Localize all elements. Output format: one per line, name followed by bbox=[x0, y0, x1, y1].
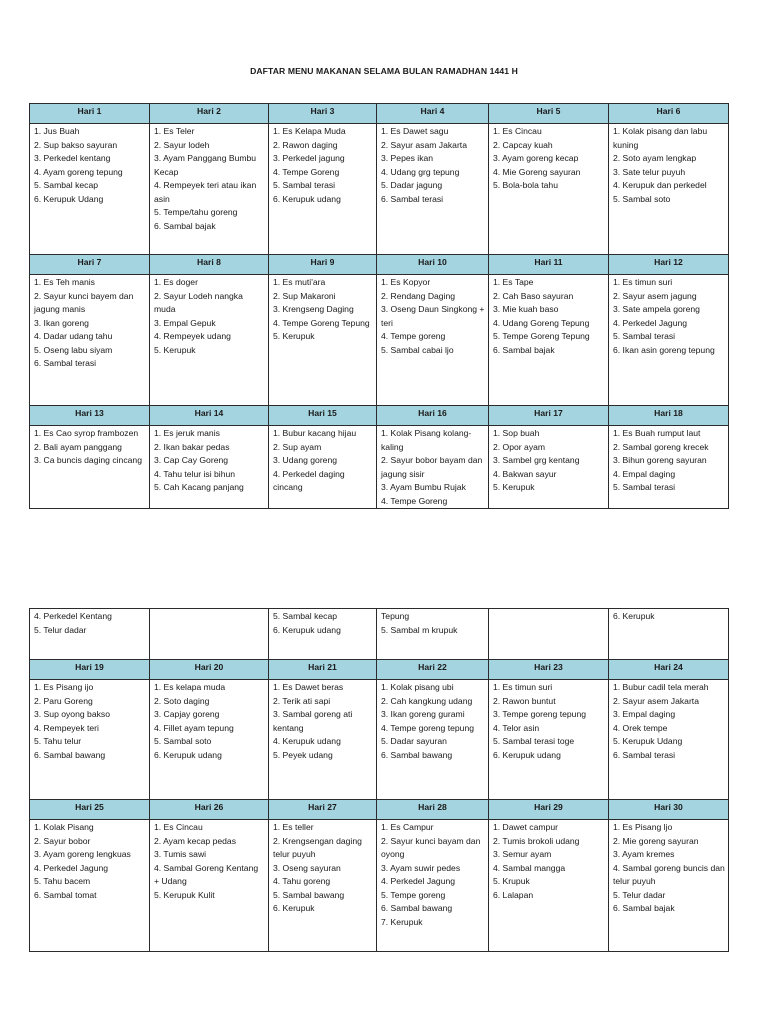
menu-item: 4. Udang grg tepung bbox=[381, 166, 460, 177]
menu-item: 6. Kerupuk udang bbox=[273, 624, 341, 635]
menu-item: 2. Sayur Lodeh nangka muda bbox=[154, 290, 243, 314]
menu-item: 3. Sate telur puyuh bbox=[613, 166, 686, 177]
menu-item: 1. Jus Buah bbox=[34, 126, 80, 136]
menu-item: 4. Tahu telur isi bihun bbox=[154, 468, 236, 479]
day-header: Hari 14 bbox=[150, 406, 269, 426]
header-row bbox=[30, 406, 729, 426]
menu-item: 4. Tempe goreng bbox=[381, 331, 446, 341]
menu-item: 4. Bakwan sayur bbox=[493, 468, 557, 479]
menu-item: 2. Cah kangkung udang bbox=[381, 695, 473, 706]
day-header: Hari 13 bbox=[30, 406, 150, 426]
menu-item: 3. Ayam suwir pedes bbox=[381, 862, 461, 873]
menu-cell bbox=[489, 609, 609, 660]
menu-item: 3. Cap Cay Goreng bbox=[154, 455, 229, 465]
menu-cell bbox=[609, 275, 729, 406]
day-header: Hari 21 bbox=[269, 660, 377, 680]
menu-item: 2. Sup Makaroni bbox=[273, 290, 336, 301]
menu-item: 4. Sambal Goreng Kentang + Udang bbox=[154, 862, 259, 886]
menu-item: 4. Tahu goreng bbox=[273, 876, 331, 886]
menu-item: 2. Sayur asam Jakarta bbox=[381, 139, 467, 150]
menu-item: 1. Es Cincau bbox=[154, 822, 203, 832]
menu-item: 2. Sayur asem jagung bbox=[613, 290, 697, 301]
day-header: Hari 18 bbox=[609, 406, 729, 426]
menu-item: 1. Bubur cadil tela merah bbox=[613, 682, 709, 692]
menu-item: 1. Sop buah bbox=[493, 428, 540, 438]
menu-cell bbox=[377, 275, 489, 406]
menu-cell bbox=[377, 609, 489, 660]
header-row bbox=[30, 660, 729, 680]
menu-item: 5. Tempe/tahu goreng bbox=[154, 207, 238, 217]
day-header: Hari 15 bbox=[269, 406, 377, 426]
day-header: Hari 30 bbox=[609, 800, 729, 820]
day-header: Hari 25 bbox=[30, 800, 150, 820]
menu-item: 2. Capcay kuah bbox=[493, 139, 553, 150]
menu-item: 6. Kerupuk udang bbox=[154, 749, 222, 760]
menu-item: 2. Rawon daging bbox=[273, 139, 338, 150]
menu-item: 2. Rawon buntut bbox=[493, 695, 556, 706]
day-header: Hari 5 bbox=[489, 104, 609, 124]
menu-item: 5. Sambal bawang bbox=[273, 889, 345, 900]
menu-item: 5. Sambal terasi bbox=[613, 331, 676, 341]
menu-item: 6. Sambal bajak bbox=[613, 903, 675, 913]
menu-item: 5. Sambal terasi bbox=[613, 482, 676, 492]
day-header: Hari 22 bbox=[377, 660, 489, 680]
menu-item: 5. Tempe Goreng Tepung bbox=[493, 331, 590, 341]
menu-cell bbox=[150, 124, 269, 255]
menu-item: 1. Es Kopyor bbox=[381, 277, 431, 287]
day-header: Hari 11 bbox=[489, 255, 609, 275]
menu-item: 3. Empal Gepuk bbox=[154, 317, 216, 328]
menu-item: 1. Es jeruk manis bbox=[154, 428, 220, 438]
menu-item: 4. Fillet ayam tepung bbox=[154, 722, 234, 733]
menu-cell bbox=[489, 820, 609, 952]
menu-item: 2. Ikan bakar pedas bbox=[154, 441, 230, 452]
menu-item: 1. Es Campur bbox=[381, 822, 434, 832]
menu-item: 4. Perkedel Kentang bbox=[34, 611, 112, 621]
menu-item: 4. Telor asin bbox=[493, 722, 540, 733]
day-header: Hari 16 bbox=[377, 406, 489, 426]
menu-row bbox=[30, 820, 729, 952]
menu-item: 5. Kerupuk Kulit bbox=[154, 889, 215, 900]
menu-item: 5. Sambal soto bbox=[154, 736, 212, 746]
menu-item: 3. Bihun goreng sayuran bbox=[613, 455, 707, 465]
menu-item: 3. Ca buncis daging cincang bbox=[34, 455, 142, 465]
menu-item: 2. Paru Goreng bbox=[34, 695, 93, 706]
menu-item: 4. Rempeyek teri bbox=[34, 722, 99, 733]
menu-item: 1. Es timun suri bbox=[493, 682, 553, 692]
menu-item: Tepung bbox=[381, 611, 410, 621]
menu-item: 3. Ikan goreng bbox=[34, 317, 89, 328]
menu-item: 6. Lalapan bbox=[493, 889, 534, 900]
day-header: Hari 3 bbox=[269, 104, 377, 124]
menu-row bbox=[30, 609, 729, 660]
menu-item: 4. Perkedel daging cincang bbox=[273, 468, 345, 492]
menu-item: 4. Tempe Goreng Tepung bbox=[273, 317, 370, 328]
menu-table-page-2 bbox=[29, 608, 729, 952]
menu-cell bbox=[609, 820, 729, 952]
menu-cell bbox=[30, 426, 150, 509]
menu-item: 1. Es Teler bbox=[154, 126, 195, 136]
menu-item: 2. Tumis brokoli udang bbox=[493, 835, 580, 846]
menu-item: 1. Es Buah rumput laut bbox=[613, 428, 701, 438]
menu-cell bbox=[269, 124, 377, 255]
day-header: Hari 7 bbox=[30, 255, 150, 275]
menu-item: 5. Kerupuk bbox=[493, 482, 535, 492]
menu-item: 5. Bola-bola tahu bbox=[493, 180, 558, 190]
menu-item: 2. Soto daging bbox=[154, 695, 210, 706]
menu-cell bbox=[377, 124, 489, 255]
menu-item: 5. Sambal terasi bbox=[273, 180, 336, 190]
menu-cell bbox=[489, 680, 609, 800]
menu-item: 4. Tempe goreng tepung bbox=[381, 722, 475, 733]
menu-item: 5. Kerupuk bbox=[154, 344, 196, 355]
menu-item: 6. Sambal bajak bbox=[154, 220, 216, 231]
menu-row bbox=[30, 680, 729, 800]
menu-item: 3. Sambal goreng ati kentang bbox=[273, 709, 353, 733]
menu-item: 3. Oseng sayuran bbox=[273, 862, 341, 873]
menu-item: 2. Sup bakso sayuran bbox=[34, 139, 118, 150]
menu-item: 3. Oseng Daun Singkong + teri bbox=[381, 304, 485, 328]
menu-item: 4. Tempe Goreng bbox=[273, 166, 340, 177]
day-header: Hari 2 bbox=[150, 104, 269, 124]
menu-item: 2. Sayur kunci bayem dan jagung manis bbox=[34, 290, 134, 314]
day-header: Hari 27 bbox=[269, 800, 377, 820]
menu-cell bbox=[269, 426, 377, 509]
menu-item: 1. Kolak Pisang bbox=[34, 822, 94, 832]
menu-item: 5. Krupuk bbox=[493, 876, 530, 886]
menu-cell bbox=[30, 609, 150, 660]
day-header: Hari 20 bbox=[150, 660, 269, 680]
menu-item: 2. Sambal goreng krecek bbox=[613, 441, 709, 452]
menu-item: 1. Bubur kacang hijau bbox=[273, 428, 357, 438]
menu-item: 2. Terik ati sapi bbox=[273, 695, 331, 706]
menu-item: 3. Semur ayam bbox=[493, 849, 552, 859]
menu-item: 5. Sambal kecap bbox=[273, 611, 338, 621]
menu-item: 5. Cah Kacang panjang bbox=[154, 482, 244, 492]
menu-item: 3. Tempe goreng tepung bbox=[493, 709, 587, 719]
menu-cell bbox=[489, 124, 609, 255]
menu-item: 6. Sambal bawang bbox=[34, 749, 106, 760]
menu-cell bbox=[150, 275, 269, 406]
menu-cell bbox=[30, 680, 150, 800]
menu-item: 6. Kerupuk bbox=[273, 903, 315, 913]
day-header: Hari 9 bbox=[269, 255, 377, 275]
menu-cell bbox=[269, 820, 377, 952]
menu-item: 3. Capjay goreng bbox=[154, 709, 220, 719]
day-header: Hari 10 bbox=[377, 255, 489, 275]
menu-item: 2. Rendang Daging bbox=[381, 290, 456, 301]
menu-item: 4. Sambal mangga bbox=[493, 862, 566, 873]
menu-item: 1. Es timun suri bbox=[613, 277, 673, 287]
menu-item: 6. Kerupuk udang bbox=[273, 193, 341, 204]
menu-item: 6. Kerupuk Udang bbox=[34, 193, 104, 204]
day-header: Hari 26 bbox=[150, 800, 269, 820]
menu-item: 6. Sambal bajak bbox=[493, 344, 555, 355]
menu-item: 5. Sambal m krupuk bbox=[381, 624, 458, 635]
menu-cell bbox=[609, 680, 729, 800]
header-row bbox=[30, 255, 729, 275]
menu-item: 4. Udang Goreng Tepung bbox=[493, 317, 590, 328]
menu-item: 3. Krengseng Daging bbox=[273, 304, 354, 314]
menu-item: 4. Orek tempe bbox=[613, 722, 668, 733]
menu-item: 3. Ayam goreng lengkuas bbox=[34, 849, 131, 859]
menu-item: 5. Kerupuk bbox=[273, 331, 315, 341]
menu-item: 2. Opor ayam bbox=[493, 441, 546, 452]
menu-item: 5. Tahu telur bbox=[34, 736, 82, 746]
day-header: Hari 28 bbox=[377, 800, 489, 820]
menu-item: 2. Sayur lodeh bbox=[154, 139, 210, 150]
menu-item: 3. Ayam goreng kecap bbox=[493, 153, 579, 163]
day-header: Hari 8 bbox=[150, 255, 269, 275]
menu-item: 5. Peyek udang bbox=[273, 749, 333, 760]
menu-item: 1. Es Kelapa Muda bbox=[273, 126, 346, 136]
menu-item: 2. Ayam kecap pedas bbox=[154, 835, 237, 846]
menu-item: 3. Sup oyong bakso bbox=[34, 709, 110, 719]
menu-item: 2. Sayur kunci bayam dan oyong bbox=[381, 835, 481, 859]
menu-cell bbox=[377, 680, 489, 800]
header-row bbox=[30, 104, 729, 124]
menu-row bbox=[30, 275, 729, 406]
menu-item: 4. Kerupuk dan perkedel bbox=[613, 180, 707, 190]
menu-cell bbox=[269, 680, 377, 800]
menu-item: 3. Pepes ikan bbox=[381, 153, 434, 163]
menu-cell bbox=[150, 680, 269, 800]
menu-item: 3. Udang goreng bbox=[273, 455, 338, 465]
day-header: Hari 4 bbox=[377, 104, 489, 124]
day-header: Hari 12 bbox=[609, 255, 729, 275]
menu-item: 4. Rempeyek udang bbox=[154, 331, 231, 341]
menu-item: 4. Perkedel Jagung bbox=[34, 862, 109, 873]
menu-item: 2. Sayur bobor bayam dan jagung sisir bbox=[381, 455, 483, 479]
menu-item: 1. Es Dawet beras bbox=[273, 682, 344, 692]
day-header: Hari 24 bbox=[609, 660, 729, 680]
menu-item: 3. Mie kuah baso bbox=[493, 304, 559, 314]
menu-item: 4. Sambal goreng buncis dan telur puyuh bbox=[613, 862, 725, 886]
menu-cell bbox=[150, 609, 269, 660]
menu-item: 5. Sambal terasi toge bbox=[493, 736, 575, 746]
menu-item: 1. Kolak pisang ubi bbox=[381, 682, 454, 692]
menu-cell bbox=[30, 820, 150, 952]
menu-item: 1. Kolak pisang dan labu kuning bbox=[613, 126, 708, 150]
menu-item: 4. Ayam goreng tepung bbox=[34, 166, 123, 177]
menu-item: 4. Perkedel Jagung bbox=[381, 876, 456, 886]
menu-item: 1. Es Dawet sagu bbox=[381, 126, 449, 136]
menu-item: 6. Sambal tomat bbox=[34, 889, 97, 900]
menu-item: 6. Sambal terasi bbox=[34, 358, 97, 368]
menu-cell bbox=[377, 426, 489, 509]
menu-item: 6. Kerupuk bbox=[613, 611, 655, 621]
menu-item: 3. Ayam Panggang Bumbu Kecap bbox=[154, 153, 257, 177]
menu-item: 3. Perkedel kentang bbox=[34, 153, 111, 163]
menu-item: 2. Bali ayam panggang bbox=[34, 441, 122, 452]
menu-cell bbox=[269, 609, 377, 660]
menu-item: 1. Es doger bbox=[154, 277, 198, 287]
menu-item: 5. Sambal soto bbox=[613, 193, 671, 204]
menu-item: 3. Empal daging bbox=[613, 709, 676, 719]
menu-row bbox=[30, 426, 729, 509]
day-header: Hari 1 bbox=[30, 104, 150, 124]
menu-item: 1. Es Cincau bbox=[493, 126, 542, 136]
menu-table-page-1 bbox=[29, 103, 729, 509]
menu-item: 3. Sambel grg kentang bbox=[493, 455, 580, 465]
menu-item: 2. Sayur bobor bbox=[34, 835, 91, 846]
menu-item: 2. Soto ayam lengkap bbox=[613, 153, 697, 163]
menu-cell bbox=[30, 124, 150, 255]
menu-item: 2. Sup ayam bbox=[273, 441, 322, 452]
menu-item: 3. Sate ampela goreng bbox=[613, 304, 700, 314]
menu-item: 4. Tempe Goreng bbox=[381, 495, 448, 506]
menu-item: 5. Kerupuk Udang bbox=[613, 736, 683, 746]
menu-item: 3. Tumis sawi bbox=[154, 849, 207, 859]
menu-item: 3. Ikan goreng gurami bbox=[381, 709, 465, 719]
menu-item: 1. Es Tape bbox=[493, 277, 534, 287]
day-header: Hari 23 bbox=[489, 660, 609, 680]
menu-item: 1. Es teller bbox=[273, 822, 314, 832]
menu-item: 1. Es Pisang ljo bbox=[613, 822, 673, 832]
menu-item: 4. Dadar udang tahu bbox=[34, 331, 113, 341]
menu-item: 5. Sambal kecap bbox=[34, 180, 99, 190]
menu-cell bbox=[489, 275, 609, 406]
menu-item: 6. Ikan asin goreng tepung bbox=[613, 344, 715, 355]
header-row bbox=[30, 800, 729, 820]
menu-item: 5. Sambal cabai ljo bbox=[381, 344, 454, 355]
menu-item: 6. Sambal terasi bbox=[613, 749, 676, 760]
menu-item: 3. Ayam Bumbu Rujak bbox=[381, 482, 466, 492]
menu-item: 1. Dawet campur bbox=[493, 822, 558, 832]
menu-row bbox=[30, 124, 729, 255]
menu-item: 1. Es Cao syrop frambozen bbox=[34, 428, 139, 438]
menu-item: 5. Tempe goreng bbox=[381, 889, 446, 900]
menu-item: 4. Kerupuk udang bbox=[273, 736, 341, 746]
menu-item: 6. Sambal terasi bbox=[381, 193, 444, 204]
menu-item: 3. Ayam kremes bbox=[613, 849, 675, 859]
day-header: Hari 19 bbox=[30, 660, 150, 680]
menu-item: 1. Kolak Pisang kolang-kaling bbox=[381, 428, 472, 452]
menu-item: 5. Dadar jagung bbox=[381, 180, 443, 190]
menu-item: 2. Sayur asem Jakarta bbox=[613, 695, 699, 706]
menu-item: 6. Sambal bawang bbox=[381, 903, 453, 913]
menu-cell bbox=[150, 820, 269, 952]
menu-item: 4. Perkedel Jagung bbox=[613, 317, 688, 328]
document-title: DAFTAR MENU MAKANAN SELAMA BULAN RAMADHAN 1441 H bbox=[250, 66, 518, 76]
menu-item: 5. Tahu bacem bbox=[34, 876, 91, 886]
day-header: Hari 6 bbox=[609, 104, 729, 124]
menu-item: 4. Empal daging bbox=[613, 468, 676, 479]
menu-item: 2. Krengsengan daging telur puyuh bbox=[273, 835, 362, 859]
day-header: Hari 17 bbox=[489, 406, 609, 426]
menu-item: 1. Es muti'ara bbox=[273, 277, 326, 287]
menu-cell bbox=[30, 275, 150, 406]
menu-cell bbox=[150, 426, 269, 509]
menu-item: 6. Kerupuk udang bbox=[493, 749, 561, 760]
menu-item: 6. Sambal bawang bbox=[381, 749, 453, 760]
menu-item: 4. Rempeyek teri atau ikan asin bbox=[154, 180, 257, 204]
menu-item: 1. Es kelapa muda bbox=[154, 682, 226, 692]
menu-item: 5. Dadar sayuran bbox=[381, 736, 447, 746]
day-header: Hari 29 bbox=[489, 800, 609, 820]
menu-item: 5. Oseng labu siyam bbox=[34, 344, 113, 355]
menu-cell bbox=[609, 609, 729, 660]
menu-item: 1. Es Teh manis bbox=[34, 277, 95, 287]
menu-item: 5. Telur dadar bbox=[613, 889, 666, 900]
menu-item: 5. Telur dadar bbox=[34, 624, 87, 635]
menu-cell bbox=[609, 124, 729, 255]
menu-cell bbox=[377, 820, 489, 952]
menu-item: 2. Mie goreng sayuran bbox=[613, 835, 699, 846]
menu-item: 4. Mie Goreng sayuran bbox=[493, 166, 581, 177]
menu-item: 3. Perkedel jagung bbox=[273, 153, 345, 163]
menu-item: 2. Cah Baso sayuran bbox=[493, 290, 574, 301]
menu-cell bbox=[269, 275, 377, 406]
menu-cell bbox=[609, 426, 729, 509]
menu-item: 7. Kerupuk bbox=[381, 916, 423, 927]
menu-item: 1. Es Pisang ijo bbox=[34, 682, 94, 692]
menu-cell bbox=[489, 426, 609, 509]
